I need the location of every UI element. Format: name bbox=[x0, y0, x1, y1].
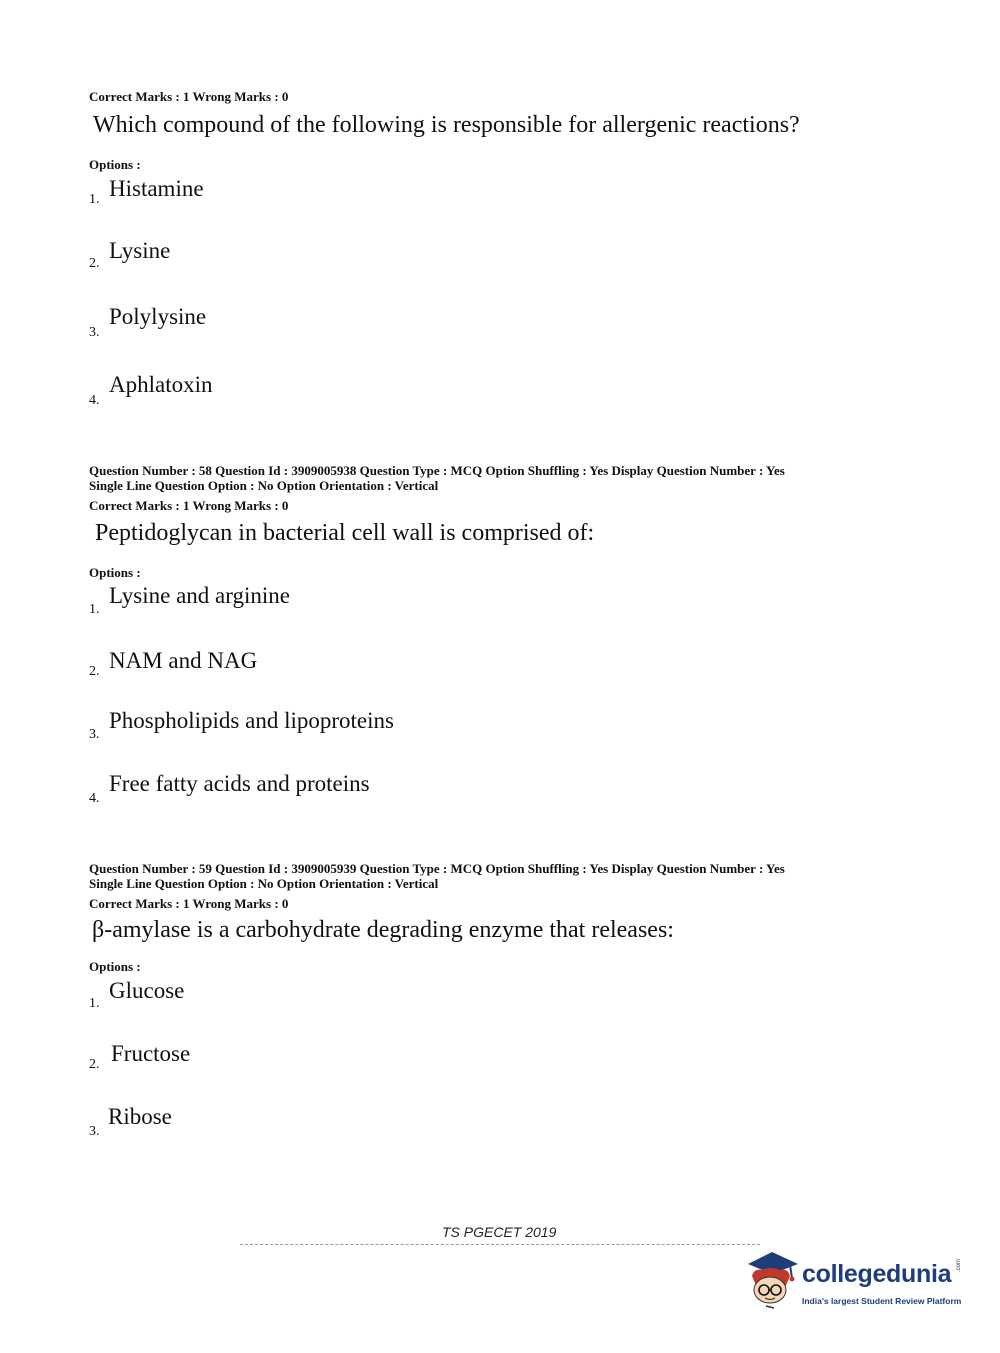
footer-divider bbox=[240, 1244, 760, 1245]
option-number: 2. bbox=[89, 1057, 100, 1072]
option-text: Polylysine bbox=[109, 304, 207, 329]
option-text: Histamine bbox=[109, 176, 204, 201]
question-header-line1: Question Number : 59 Question Id : 3909005939 Question Type : MCQ Option Shuffling : Yes Display Question Number : Yes bbox=[89, 861, 785, 876]
option-text: Phospholipids and lipoproteins bbox=[109, 708, 394, 733]
question-text: β-amylase is a carbohydrate degrading enzyme that releases: bbox=[92, 917, 674, 943]
option-number: 2. bbox=[89, 664, 100, 679]
options-label: Options : bbox=[89, 157, 141, 172]
option-number: 1. bbox=[89, 192, 100, 207]
logo-tagline: India's largest Student Review Platform bbox=[802, 1296, 962, 1306]
option-number: 2. bbox=[89, 256, 100, 271]
option-number: 4. bbox=[89, 393, 100, 408]
question-header-line2: Single Line Question Option : No Option Orientation : Vertical bbox=[89, 876, 439, 891]
option-text: Lysine bbox=[109, 238, 171, 263]
marks-line: Correct Marks : 1 Wrong Marks : 0 bbox=[89, 89, 289, 104]
option-text: Free fatty acids and proteins bbox=[109, 771, 370, 796]
options-label: Options : bbox=[89, 565, 141, 580]
option-text: Aphlatoxin bbox=[109, 372, 213, 397]
option-text: Glucose bbox=[109, 978, 185, 1003]
logo-wordmark: collegedunia bbox=[802, 1260, 952, 1288]
footer-exam-title: TS PGECET 2019 bbox=[442, 1224, 557, 1240]
option-text: NAM and NAG bbox=[109, 648, 258, 673]
marks-line: Correct Marks : 1 Wrong Marks : 0 bbox=[89, 498, 289, 513]
logo-domain-suffix: .com bbox=[956, 1258, 962, 1272]
collegedunia-logo bbox=[738, 1244, 978, 1312]
option-number: 3. bbox=[89, 1124, 100, 1139]
options-label: Options : bbox=[89, 959, 141, 974]
option-text: Lysine and arginine bbox=[109, 583, 290, 608]
graduate-mascot-icon bbox=[740, 1246, 802, 1310]
option-number: 4. bbox=[89, 791, 100, 806]
question-header-line1: Question Number : 58 Question Id : 3909005938 Question Type : MCQ Option Shuffling : Yes Display Question Number : Yes bbox=[89, 463, 785, 478]
question-text: Peptidoglycan in bacterial cell wall is comprised of: bbox=[95, 520, 595, 546]
option-number: 1. bbox=[89, 996, 100, 1011]
option-number: 3. bbox=[89, 727, 100, 742]
option-text: Ribose bbox=[108, 1104, 172, 1129]
option-text: Fructose bbox=[111, 1041, 191, 1066]
question-text: Which compound of the following is responsible for allergenic reactions? bbox=[93, 112, 800, 138]
marks-line: Correct Marks : 1 Wrong Marks : 0 bbox=[89, 896, 289, 911]
option-number: 3. bbox=[89, 325, 100, 340]
question-header-line2: Single Line Question Option : No Option Orientation : Vertical bbox=[89, 478, 439, 493]
option-number: 1. bbox=[89, 602, 100, 617]
